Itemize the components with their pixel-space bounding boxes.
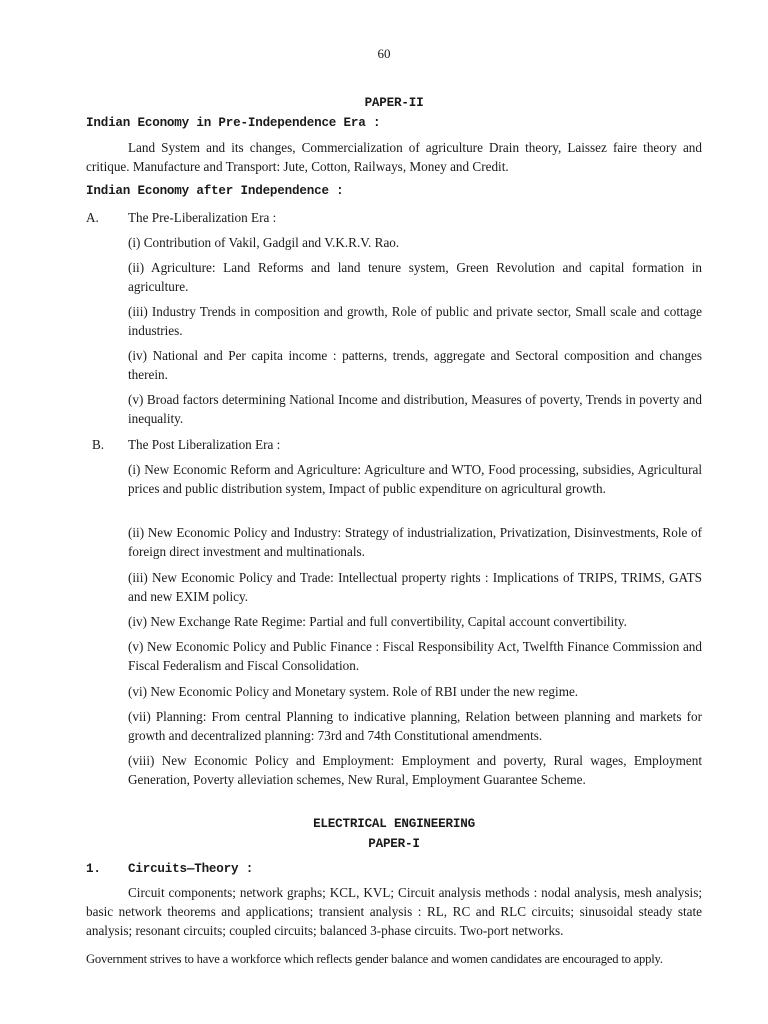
- circuits-theory-heading: Circuits—Theory :: [128, 862, 254, 876]
- section-b-item: (i) New Economic Reform and Agriculture: Agriculture and WTO, Food processing, subsidies, Agricultural prices and public distribution system, Impact of public expenditure on agricultural growth.: [128, 462, 702, 496]
- paper-ii-title: PAPER-II: [364, 96, 424, 110]
- section-a-item: (ii) Agriculture: Land Reforms and land tenure system, Green Revolution and capital formation in agriculture.: [128, 260, 702, 294]
- section-b-item: (v) New Economic Policy and Public Finance : Fiscal Responsibility Act, Twelfth Finance Commission and Fiscal Federalism and Fiscal Consolidation.: [128, 639, 702, 673]
- section-b-item: (viii) New Economic Policy and Employment: Employment and poverty, Rural wages, Employment Generation, Poverty alleviation schemes, New Rural, Employment Guarantee Scheme.: [128, 753, 702, 787]
- after-independence-heading: Indian Economy after Independence :: [86, 184, 344, 198]
- section-b-item: (vii) Planning: From central Planning to indicative planning, Relation between planning and markets for growth and decentralized planning: 73rd and 74th Constitutional amendments.: [128, 709, 702, 743]
- section-a-marker: A.: [86, 210, 99, 225]
- electrical-engineering-title: ELECTRICAL ENGINEERING: [313, 817, 475, 831]
- section-a-item: (v) Broad factors determining National Income and distribution, Measures of poverty, Trends in poverty and inequality.: [128, 392, 702, 426]
- circuits-theory-paragraph: Circuit components; network graphs; KCL, KVL; Circuit analysis methods : nodal analysis, mesh analysis; basic network theorems and applications; transient analysis : RL, RC and RLC circuits; sinusoidal steady state analysis; resonant circuits; coupled circuits; balanced 3-phase circuits. Two-port networks.: [86, 885, 702, 938]
- section-a-item: (i) Contribution of Vakil, Gadgil and V.K.R.V. Rao.: [128, 235, 400, 250]
- electrical-paper-title: PAPER-I: [368, 837, 420, 851]
- section-a-item: (iv) National and Per capita income : patterns, trends, aggregate and Sectoral composition and changes therein.: [128, 348, 702, 382]
- section-b-item: (vi) New Economic Policy and Monetary system. Role of RBI under the new regime.: [128, 684, 579, 699]
- section-a-title: The Pre-Liberalization Era :: [128, 210, 277, 225]
- pre-independence-paragraph: Land System and its changes, Commercialization of agriculture Drain theory, Laissez faire theory and critique. Manufacture and Transport: Jute, Cotton, Railways, Money and Credit.: [86, 140, 702, 174]
- pre-independence-heading: Indian Economy in Pre-Independence Era :: [86, 116, 381, 130]
- section-b-item: (iii) New Economic Policy and Trade: Intellectual property rights : Implications of TRIPS, TRIMS, GATS and new EXIM policy.: [128, 570, 702, 604]
- section-b-item: (iv) New Exchange Rate Regime: Partial and full convertibility, Capital account convertibility.: [128, 614, 627, 629]
- footer-note: Government strives to have a workforce which reflects gender balance and women candidates are encouraged to apply.: [86, 952, 663, 966]
- section-1-number: 1.: [86, 862, 101, 876]
- section-b-item: (ii) New Economic Policy and Industry: Strategy of industrialization, Privatization, Disinvestments, Role of foreign direct investment and multinationals.: [128, 525, 702, 559]
- section-b-marker: B.: [92, 437, 105, 452]
- page-number: 60: [377, 46, 391, 61]
- section-b-title: The Post Liberalization Era :: [128, 437, 281, 452]
- section-a-item: (iii) Industry Trends in composition and growth, Role of public and private sector, Small scale and cottage industries.: [128, 304, 702, 338]
